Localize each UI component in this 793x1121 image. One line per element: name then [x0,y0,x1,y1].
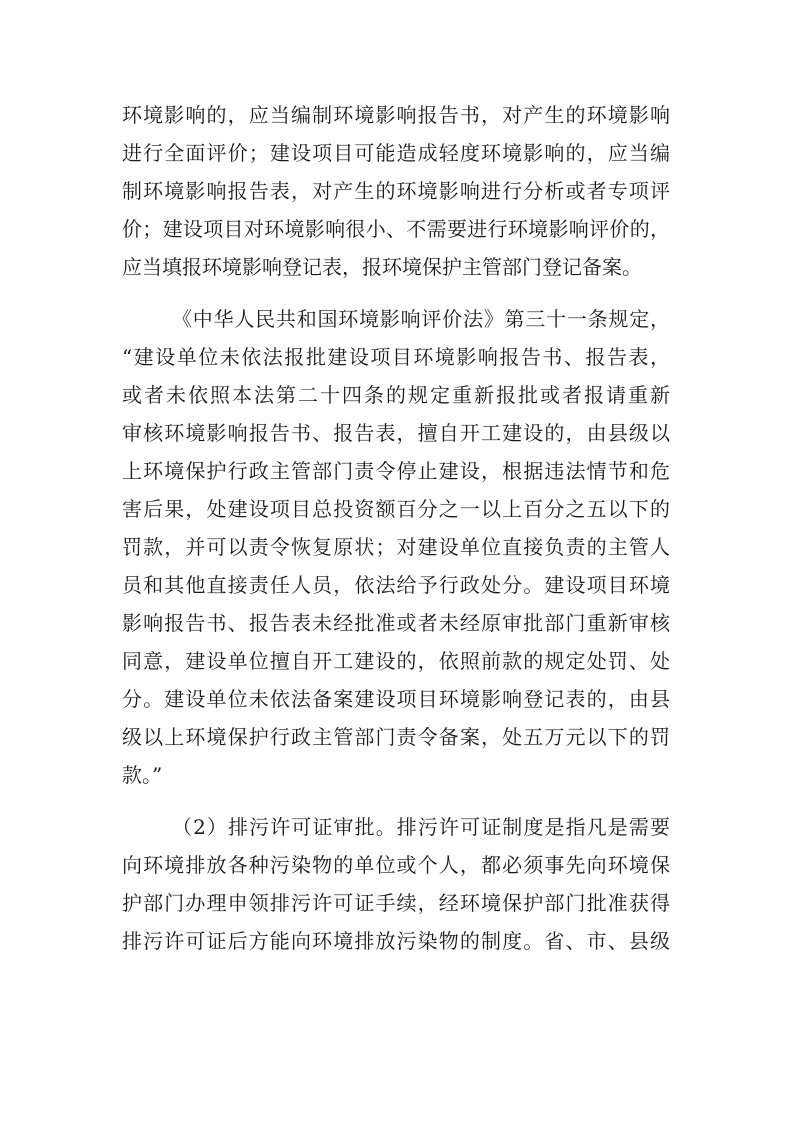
text-line: 进行全面评价；建设项目可能造成轻度环境影响的，应当编 [122,141,670,165]
text-line: 害后果，处建设项目总投资额百分之一以上百分之五以下的 [122,497,670,521]
text-line: 级以上环境保护行政主管部门责令备案，处五万元以下的罚 [122,725,670,749]
text-line: 同意，建设单位擅自开工建设的，依照前款的规定处罚、处 [122,649,670,673]
text-line: “建设单位未依法报批建设项目环境影响报告书、报告表， [122,345,670,369]
text-line: 分。建设单位未依法备案建设项目环境影响登记表的，由县 [122,687,670,711]
paragraph-first-line: （2）排污许可证审批。排污许可证制度是指凡是需要 [172,815,670,839]
text-line: 审核环境影响报告书、报告表，擅自开工建设的，由县级以 [122,421,670,445]
text-line: 环境影响的，应当编制环境影响报告书，对产生的环境影响 [122,103,670,127]
paragraph-first-line: 《中华人民共和国环境影响评价法》第三十一条规定， [172,307,670,331]
text-line: 款。” [122,763,163,787]
text-line: 向环境排放各种污染物的单位或个人，都必须事先向环境保 [122,853,670,877]
text-line: 影响报告书、报告表未经批准或者未经原审批部门重新审核 [122,611,670,635]
text-line: 或者未依照本法第二十四条的规定重新报批或者报请重新 [122,383,670,407]
text-line: 应当填报环境影响登记表，报环境保护主管部门登记备案。 [122,255,642,279]
text-line: 制环境影响报告表，对产生的环境影响进行分析或者专项评 [122,179,670,203]
text-line: 价；建设项目对环境影响很小、不需要进行环境影响评价的， [122,217,670,241]
text-line: 护部门办理申领排污许可证手续，经环境保护部门批准获得 [122,891,670,915]
text-line: 排污许可证后方能向环境排放污染物的制度。省、市、县级 [122,929,670,953]
text-line: 上环境保护行政主管部门责令停止建设，根据违法情节和危 [122,459,670,483]
text-line: 员和其他直接责任人员，依法给予行政处分。建设项目环境 [122,573,670,597]
text-line: 罚款，并可以责令恢复原状；对建设单位直接负责的主管人 [122,535,670,559]
